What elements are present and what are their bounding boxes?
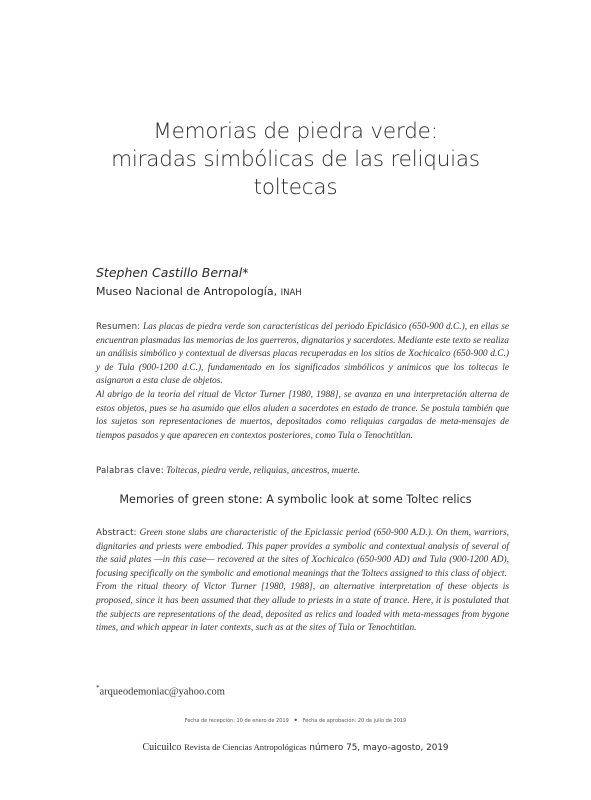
journal-issue: número 75, mayo-agosto, 2019 [309,743,449,753]
author-footnote [96,684,225,698]
keywords-text: Toltecas, piedra verde, reliquias, ancestros, muerte. [166,466,361,476]
abstract-label: Abstract: [96,528,137,538]
resumen-label: Resumen: [96,322,141,332]
resumen-paragraph-1 [96,321,509,389]
date-separator: • [293,716,299,725]
resumen-text-1: Las placas de piedra verde son características del periodo Epiclásico (650-900 d.C.), en ellas se encuentran plasmadas las memorias de los guerreros, dignatarios y sacerdotes. Mediante este texto se realiza un análisis simbólico y contextual de diversas placas recuperadas en los sitios de Xochicalco (650-900 d.C.) y de Tula (900-1200 d.C.), fundamentado en los significados simbólicos y anímicos que los toltecas le asignaron a esta clase de objetos. [96,322,510,387]
resumen-paragraph-2: Al abrigo de la teoría del ritual de Victor Turner [1980, 1988], se avanza en una interpretación alterna de estos objetos, pues se ha asumido que ellos aluden a sacerdotes en estado de trance. Se postula también que los sujetos son representaciones de muertos, depositados como reliquias cargadas de meta-mensajes de tiempos pasados y que aparecen en contextos posteriores, como Tula o Tenochtitlan. [96,389,509,441]
author-affiliation [96,285,302,298]
date-received: Fecha de recepción: 10 de enero de 2019 [184,718,289,724]
title-line-1: Memorias de piedra verde: [153,119,438,144]
abstract-paragraph-1 [96,527,509,581]
abstract-paragraph-2: From the ritual theory of Victor Turner [1980, 1988], an alternative interpretation of these objects is proposed, since it has been assumed that they allude to priests in a state of trance. Here, it is postulated that the subjects are representations of the dead, deposited as relics and loaded with meta-messages from bygone times, and which appear in later contexts, such as at the sites of Tula or Tenochtitlan. [96,582,509,634]
affiliation-org: INAH [280,288,302,298]
resumen-block [96,321,509,443]
title-line-3: toltecas [253,175,338,200]
submission-dates [60,716,531,725]
abstract-text-1: Green stone slabs are characteristic of the Epiclassic period (650-900 A.D.). On them, warriors, dignitaries and priests were embodied. This paper provides a symbolic and contextual analysis of several of the said plates —in this case— recovered at the sites of Xochicalco (650-900 AD) and Tula (900-1200 AD), focusing specifically on the symbolic and emotional meanings that the Toltecs assigned to this class of object. [96,528,510,579]
author-name: Stephen Castillo Bernal* [96,265,249,280]
article-title [60,118,531,202]
affiliation-text: Museo Nacional de Antropología, [96,285,278,298]
journal-footer [60,742,531,753]
title-line-2: miradas simbólicas de las reliquias [111,147,480,172]
journal-name: Cuicuilco [142,742,182,753]
date-accepted: Fecha de aprobación: 20 de julio de 2019 [302,718,407,724]
keywords-block [96,466,509,476]
footnote-email[interactable]: arqueodemoniac@yahoo.com [99,686,225,698]
keywords-label: Palabras clave: [96,466,164,476]
abstract-block [96,527,509,636]
footnote-mark: * [96,684,100,692]
journal-subtitle: Revista de Ciencias Antropológicas [184,742,307,752]
english-title: Memories of green stone: A symbolic look at some Toltec relics [119,493,472,506]
